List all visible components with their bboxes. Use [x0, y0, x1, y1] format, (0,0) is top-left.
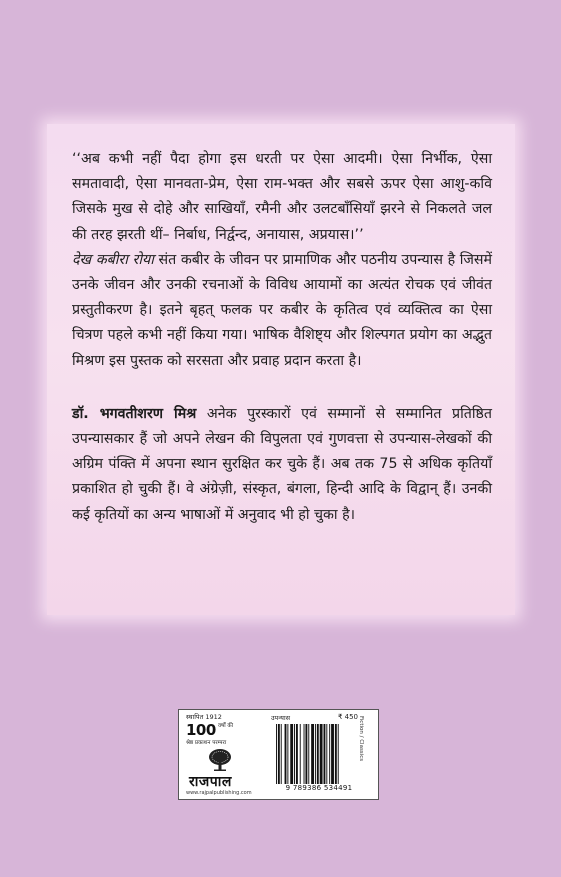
years-text: वर्षों की	[218, 723, 234, 729]
category-label: Fiction / Classics	[358, 716, 364, 762]
book-title: देख कबीरा रोया	[72, 251, 154, 268]
price-label: ₹ 450	[337, 713, 358, 721]
barcode-bar	[326, 724, 327, 784]
barcode-bar	[305, 724, 307, 784]
barcode-bar	[278, 724, 280, 784]
barcode-bar	[331, 724, 334, 784]
publisher-logo	[183, 712, 265, 797]
barcode-bar	[315, 724, 316, 784]
book-description: संत कबीर के जीवन पर प्रामाणिक और पठनीय उपन्यास है जिसमें उनके जीवन और उनकी रचनाओं के विविध आयामों का अत्यंत रोचक एवं जीवंत प्रस्तुतीकरण है। इतने बृहत् फलक पर कबीर के कृतित्व एवं व्यक्तित्व का ऐसा चित्रण पहले कभी नहीं किया गया। भाषिक वैशिष्ट्य और शिल्पगत प्रयोग का अद्भुत मिश्रण इस पुस्तक को सरसता और प्रवाह प्रदान करता है।	[72, 251, 492, 369]
barcode-bar	[285, 724, 287, 784]
barcode-bar	[281, 724, 282, 784]
blurb-text	[72, 147, 492, 528]
publisher-website: www.rajpalpublishing.com	[186, 790, 252, 796]
barcode-icon	[275, 724, 361, 784]
barcode-bar	[308, 724, 309, 784]
genre-label: उपन्यास	[271, 714, 291, 722]
barcode-bar	[304, 724, 305, 784]
publisher-name: राजपाल	[189, 774, 232, 790]
hundred-years-number: 100	[186, 721, 216, 739]
barcode-bar	[329, 724, 330, 784]
established-text: स्थापित 1912	[186, 713, 222, 721]
tradition-text: श्रेष्ठ प्रकाशन परम्परा	[186, 740, 227, 746]
author-bio: अनेक पुरस्कारों एवं सम्मानों से सम्मानित प्रतिष्ठित उपन्यासकार हैं जो अपने लेखन की विपुलता एवं गुणवत्ता से उपन्यास-लेखकों की अग्रिम पंक्ति में अपना स्थान सुरक्षित कर चुके हैं। अब तक 75 से अधिक कृतियाँ प्रकाशित हो चुकी हैं। वे अंग्रेज़ी, संस्कृत, बंगला, हिन्दी आदि के विद्वान् हैं। उनकी कई कृतियों का अन्य भाषाओं में अनुवाद भी हो चुका है।	[72, 405, 492, 523]
blurb-description-paragraph	[72, 248, 492, 374]
barcode-bar	[320, 724, 323, 784]
blurb-quote: ‘‘अब कभी नहीं पैदा होगा इस धरती पर ऐसा आदमी। ऐसा निर्भीक, ऐसा समतावादी, ऐसा मानवता-प्रेम, ऐसा राम-भक्त और सबसे ऊपर ऐसा आशु-कवि जिसके मुख से दोहे और साखियाँ, रमैनी और उलटबाँसियाँ झरने से निकलते जल की तरह झरती थीं– निर्बाध, निर्द्वन्द, अनायास, अप्रयास।’’	[72, 151, 492, 243]
barcode-bar	[338, 724, 339, 784]
barcode-bar	[290, 724, 293, 784]
barcode-bar	[276, 724, 277, 784]
publisher-barcode-box	[178, 709, 379, 800]
barcode-bar	[300, 724, 301, 784]
barcode-bar	[335, 724, 337, 784]
barcode-bar	[324, 724, 326, 784]
author-name: डॉ. भगवतीशरण मिश्र	[72, 405, 197, 422]
barcode-bar	[296, 724, 298, 784]
isbn-number: 9 789386 534491	[285, 784, 353, 792]
barcode-bar	[294, 724, 295, 784]
barcode-bar	[287, 724, 288, 784]
tree-icon	[207, 748, 233, 772]
author-bio-paragraph	[72, 402, 492, 528]
barcode-bar	[317, 724, 319, 784]
barcode-bar	[311, 724, 314, 784]
